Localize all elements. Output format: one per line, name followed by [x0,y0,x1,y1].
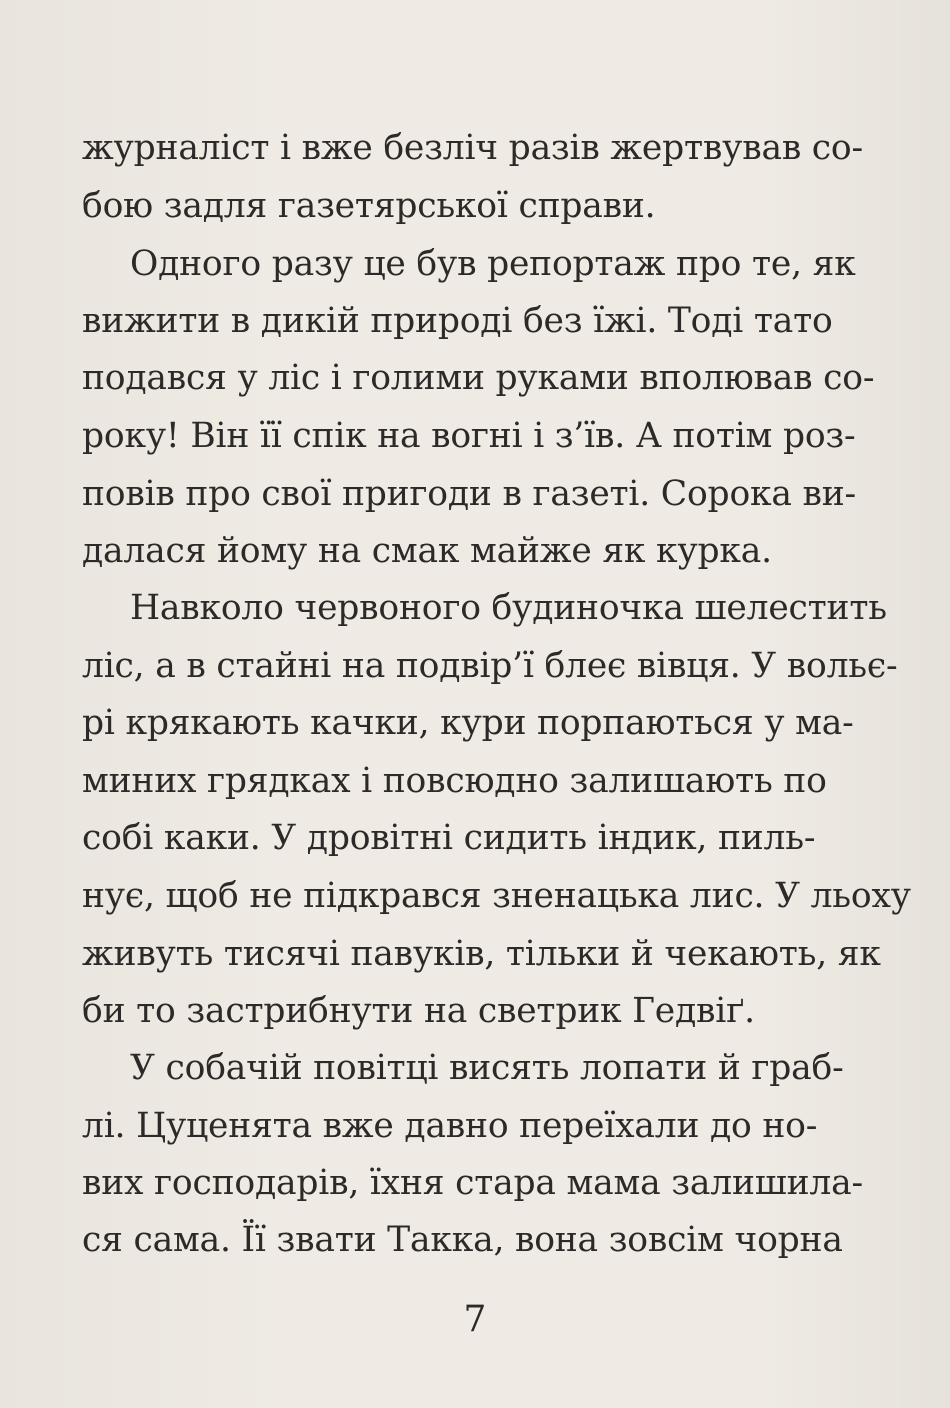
text-line: повів про свої пригоди в газеті. Сорока ви- [82,474,856,514]
text-line: би то застрибнути на светрик Гедвіґ. [82,991,755,1031]
paragraph-first-line: Одного разу це був репортаж про те, як [130,244,856,284]
text-line: року! Він її спік на вогні і з’їв. А потім роз- [82,416,856,456]
text-line: живуть тисячі павуків, тільки й чекають, як [82,934,881,974]
paragraph-first-line: Навколо червоного будиночка шелестить [130,588,887,628]
text-line: далася йому на смак майже як курка. [82,531,772,571]
text-line: нує, щоб не підкрався зненацька лис. У льоху [82,876,911,916]
text-line: бою задля газетярської справи. [82,186,656,226]
text-line: собі каки. У дровітні сидить індик, пиль- [82,818,816,858]
text-line: рі крякають качки, кури порпаються у ма- [82,703,854,743]
text-line: лі. Цуценята вже давно переїхали до но- [82,1106,818,1146]
text-line: миних грядках і повсюдно залишають по [82,761,827,801]
text-line: вих господарів, їхня стара мама залишила- [82,1163,863,1203]
paragraph-first-line: У собачій повітці висять лопати й граб- [130,1048,844,1088]
text-line: журналіст і вже безліч разів жертвував со- [82,128,863,168]
page-number: 7 [463,1299,487,1340]
text-line: вижити в дикій природі без їжі. Тоді тато [82,301,833,341]
text-line: ліс, а в стайні на подвір’ї блеє вівця. У вольє- [82,646,898,686]
text-line: ся сама. Її звати Такка, вона зовсім чорна [82,1220,843,1260]
text-line: подався у ліс і голими руками вполював со- [82,358,875,398]
